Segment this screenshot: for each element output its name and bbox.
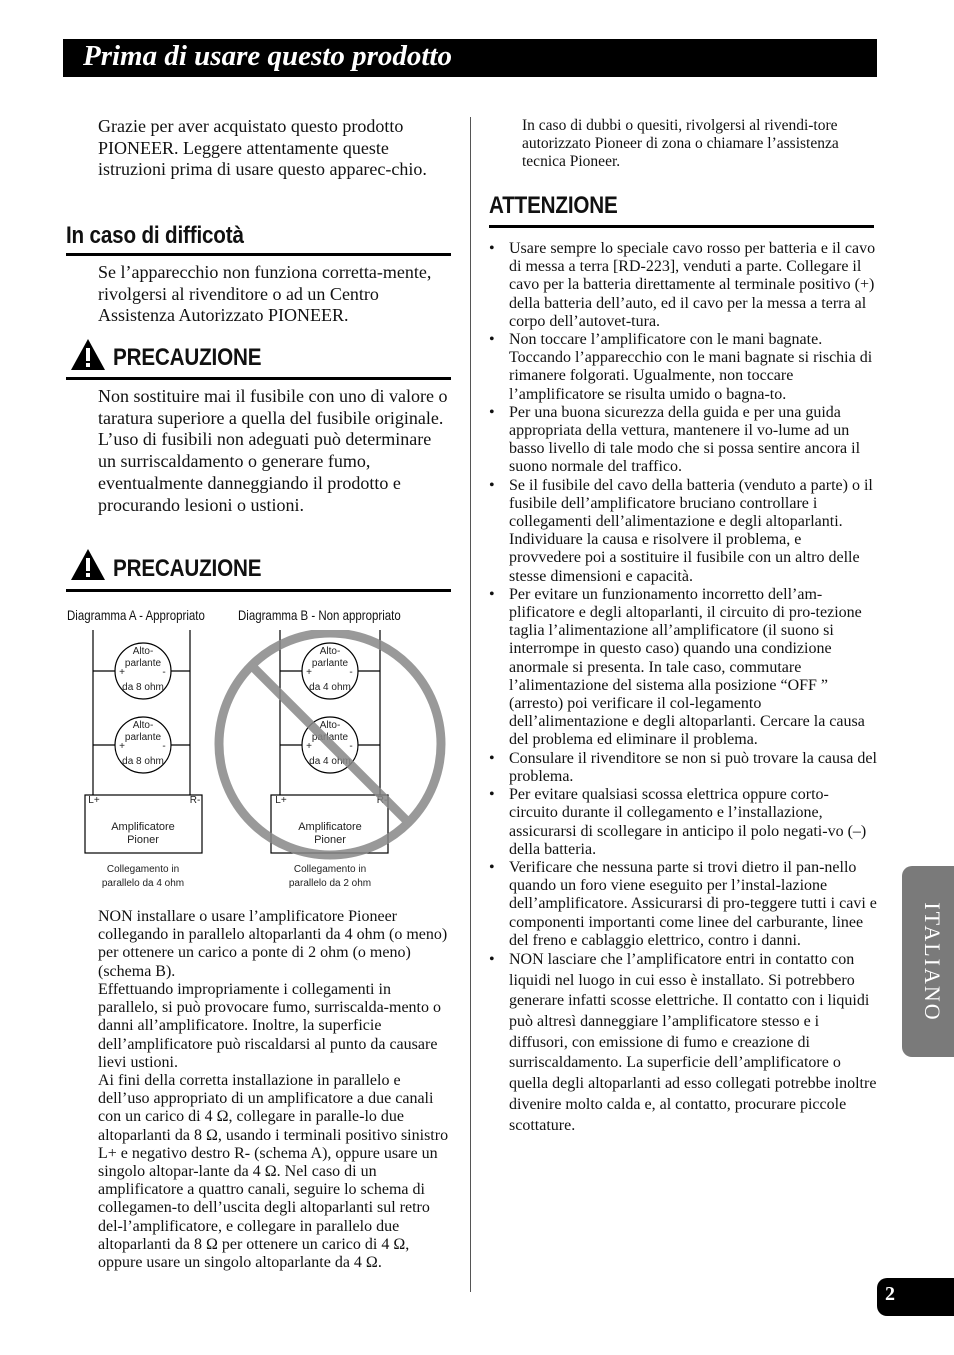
plus-sign: + [119, 741, 125, 752]
speaker-label: Alto- [319, 646, 341, 657]
speaker-value: da 8 ohm [122, 756, 164, 767]
minus-sign: - [349, 667, 353, 678]
speaker-label: parlante [311, 732, 349, 743]
warning-icon [70, 338, 106, 371]
speaker-label: Alto- [132, 646, 154, 657]
attention-list [489, 240, 877, 1136]
minus-sign: - [162, 667, 166, 678]
list-item: • Verificare che nessuna parte si trovi dietro il pan-nello quando un foro viene eseguito per l’instal-lazione dell’amplificatore. Assicurarsi di pro-teggere tutti i cavi e componenti importanti come linee del carburante, linee del freno e cablaggio elettrico, contro i danni. [489, 859, 877, 950]
precaution-text-2b: Effettuando impropriamente i collegamenti in parallelo, si può provocare fumo, surriscalda-mento o danni all’amplificatore. Inoltre, la superficie dell’amplificatore può riscaldarsi al punto da causare lievi ustioni. [98, 981, 441, 1071]
diagram-a-title: Diagramma A - Appropriato [67, 607, 205, 623]
list-item: • Non toccare l’amplificatore con le mani bagnate. Toccando l’apparecchio con le mani bagnate si rischia di rimanere folgorati. Ugualmente, non toccare l’amplificatore se risulta umido o bagna-to. [489, 331, 877, 404]
amp-terminal-r: R- [376, 795, 388, 806]
plus-sign: + [306, 741, 312, 752]
page-title: Prima di usare questo prodotto [83, 40, 452, 72]
warning-icon [70, 548, 106, 581]
attention-heading: ATTENZIONE [489, 192, 618, 219]
speaker-label: Alto- [132, 720, 154, 731]
list-item: • Per una buona sicurezza della guida e per una guida appropriata della vettura, mantenere il vo-lume ad un basso livello di tale modo che si possa sentire ancora il suono normale del traffico. [489, 404, 877, 477]
wiring-diagrams [60, 630, 455, 895]
amp-terminal-l: L+ [88, 795, 100, 806]
amp-terminal-r: R- [189, 795, 201, 806]
page-title-bar [63, 39, 877, 77]
right-intro-text: In caso di dubbi o quesiti, rivolgersi al rivendi-tore autorizzato Pioneer di zona o chiamare l’assistenza tecnica Pioneer. [522, 117, 839, 170]
language-tab-label: ITALIANO [920, 901, 945, 1022]
minus-sign: - [349, 741, 353, 752]
heading-rule [66, 253, 451, 256]
diagram-b-caption: Collegamento in [293, 864, 367, 875]
speaker-label: parlante [311, 658, 349, 669]
heading-rule [66, 589, 451, 592]
list-item: • Per evitare qualsiasi scossa elettrica oppure corto-circuito durante il collegamento e l’installazione, assicurarsi di scollegare in anticipo il polo negati-vo (–) della batteria. [489, 786, 877, 859]
speaker-label: Alto- [319, 720, 341, 731]
list-item: • Usare sempre lo speciale cavo rosso per batteria e il cavo di messa a terra [RD-223], venduti a parte. Collegare il cavo per la batteria direttamente al terminale positivo (+) della batteria dell’auto, ed il cavo per la messa a terra al corpo dell’autovet-tura. [489, 240, 877, 331]
difficulty-text: Se l’apparecchio non funziona corretta-mente, rivolgersi al rivenditore o ad un Centro Assistenza Autorizzato PIONEER. [98, 262, 432, 326]
amp-label: Amplificatore [111, 821, 175, 833]
precaution-text-2a: NON installare o usare l’amplificatore Pioneer collegando in parallelo altoparlanti da 4 ohm (o meno) per ottenere un carico a ponte di 2 ohm (o meno) (schema B). [98, 908, 448, 980]
difficulty-heading: In caso di difficotà [66, 222, 244, 249]
heading-rule [489, 225, 874, 228]
speaker-value: da 4 ohm [309, 756, 351, 767]
diagram-b-title: Diagramma B - Non appropriato [238, 607, 401, 623]
amp-label: Pioner [314, 834, 346, 846]
diagram-a-caption: parallelo da 4 ohm [101, 878, 185, 889]
page-number: 2 [885, 1283, 895, 1305]
page-number-tab [877, 1278, 954, 1316]
amp-label: Pioner [127, 834, 159, 846]
speaker-value: da 8 ohm [122, 682, 164, 693]
intro-text: Grazie per aver acquistato questo prodotto PIONEER. Leggere attentamente queste istruzioni prima di usare questo apparec-chio. [98, 116, 427, 180]
plus-sign: + [119, 667, 125, 678]
heading-rule [66, 377, 451, 380]
list-item: • NON lasciare che l’amplificatore entri in contatto con liquidi nel luogo in cui esso è installato. Si potrebbero generare infatti scosse elettriche. Il contatto con i liquidi può altresì danneggiare l’amplificatore stesso e i diffusori, con emissione di fumo e creazione di surriscaldamento. La superficie dell’amplificatore o quella degli altoparlanti ad esso collegati potrebbe inoltre divenire molto calda e, al contatto, procurare piccole scottature. [489, 950, 877, 1136]
speaker-value: da 4 ohm [309, 682, 351, 693]
precaution-text-1: Non sostituire mai il fusibile con uno di valore o taratura superiore a quella del fusibile originale. L’uso di fusibili non adeguati può determinare un surriscaldamento o generare fumo, eventualmente danneggiando il prodotto e procurando lesioni o ustioni. [98, 386, 448, 515]
list-item: • Consulare il rivenditore se non si può trovare la causa del problema. [489, 750, 877, 786]
speaker-label: parlante [124, 658, 162, 669]
amp-label: Amplificatore [298, 821, 362, 833]
list-item: • Se il fusibile del cavo della batteria (venduto a parte) o il fusibile dell’amplificatore bruciano controllare i collegamenti dell’alimentazione e degli altoparlanti. Individuare la causa e risolvere il problema, e provvedere poi a sostituire il fusibile con un altro delle stesse dimensioni e capacità. [489, 477, 877, 586]
precaution-text-2c: Ai fini della corretta installazione in parallelo e dell’uso appropriato di un amplificatore a due canali con un carico di 4 Ω, collegare in paralle-lo due altoparlanti da 8 Ω, usando i terminali positivo sinistro L+ e negativo destro R- (schema A), oppure usare un singolo altopar-lante da 4 Ω. Nel caso di un amplificatore a quattro canali, seguire lo schema di collegamen-to dell’uscita degli altoparlanti sul retro del-l’amplificatore, e collegare in parallelo due altoparlanti da 8 Ω per ottenere un carico di 4 Ω, oppure usare un singolo altoparlante da 4 Ω. [98, 1072, 449, 1272]
list-item: • Per evitare un funzionamento incorretto dell’am-plificatore e degli altoparlanti, il circuito di pro-tezione taglia l’alimentazione all’amplificatore (il suono si interrompe in questo caso) quando una condizione anormale si presenta. In tale caso, commutare l’alimentazione del sistema alla posizione “OFF ” (arresto) poi verificare il col-legamento dell’alimentazione e degli altoparlanti. Cercare la causa del problema ed eliminare il problema. [489, 586, 877, 750]
precaution-heading-2: PRECAUZIONE [113, 555, 262, 582]
plus-sign: + [306, 667, 312, 678]
amp-terminal-l: L+ [275, 795, 287, 806]
diagram-a-caption: Collegamento in [106, 864, 180, 875]
speaker-label: parlante [124, 732, 162, 743]
precaution-heading-1: PRECAUZIONE [113, 344, 262, 371]
minus-sign: - [162, 741, 166, 752]
column-divider [470, 117, 471, 1292]
diagram-b-caption: parallelo da 2 ohm [288, 878, 372, 889]
language-tab [902, 866, 954, 1057]
